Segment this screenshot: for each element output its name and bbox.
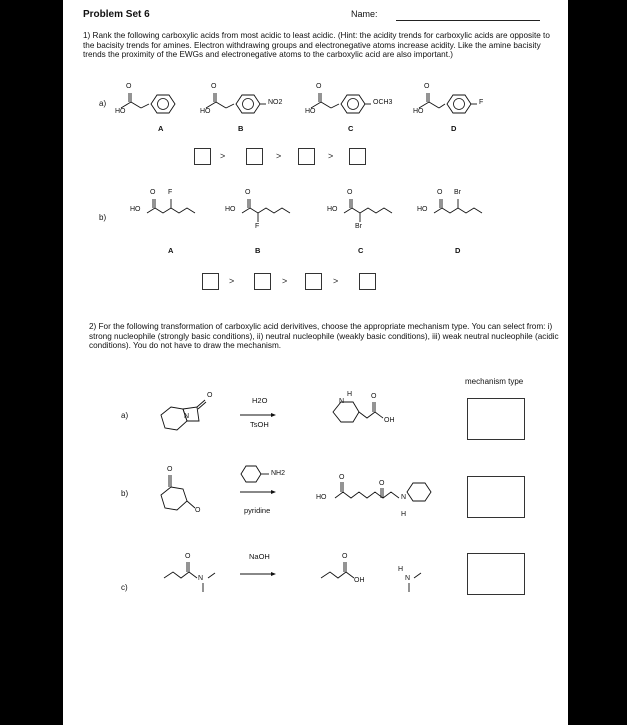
- rank-box-b-1[interactable]: [202, 273, 219, 290]
- compound-b-d-bromine: Br: [454, 189, 461, 196]
- compound-b-hydroxyl: HO: [200, 108, 211, 115]
- q2b-product-o2: O: [379, 480, 385, 487]
- q2c-carbonyl-o: O: [185, 553, 191, 560]
- compound-a-hydroxyl: HO: [115, 108, 126, 115]
- compound-a-benzoic-acid: [121, 93, 175, 113]
- rank-box-a-1[interactable]: [194, 148, 211, 165]
- q2a-product-n: N: [339, 398, 345, 405]
- problem-set-title: Problem Set 6: [83, 9, 150, 20]
- question-2-text: 2) For the following transformation of carboxylic acid derivitives, choose the appropriate mechanism type. You can select from: i) strong nucleophile (strongly basic conditions), ii) neutral nucleophile (weakly basic conditions), iii) weak neutral nucleophile (acidic conditions). You do not have to draw the mechanism.: [89, 322, 559, 351]
- q2-row-a-label: a): [121, 411, 129, 420]
- compound-c-carbonyl-o: O: [316, 83, 322, 90]
- compound-b-a-fluorine: F: [168, 189, 173, 196]
- q2a-reagent-bottom: TsOH: [250, 420, 269, 429]
- fluoro-group: F: [479, 99, 484, 106]
- nitro-group: NO2: [268, 99, 283, 106]
- rank-box-a-2[interactable]: [246, 148, 263, 165]
- greater-than-b-1: >: [229, 276, 235, 286]
- compound-label-c: C: [348, 124, 354, 133]
- compound-label-d: D: [451, 124, 457, 133]
- q2a-lactam-o: O: [207, 392, 213, 399]
- greater-than-b-2: >: [282, 276, 288, 286]
- mechanism-type-header: mechanism type: [465, 377, 524, 386]
- q2c-product-o: O: [342, 553, 348, 560]
- compound-b-a-carbonyl-o: O: [150, 189, 156, 196]
- compound-c-hydroxyl: HO: [305, 108, 316, 115]
- compound-b-b-carbonyl-o: O: [245, 189, 251, 196]
- greater-than-a-2: >: [276, 151, 282, 161]
- compound-b-d-bromo-acid: [434, 199, 482, 213]
- compound-b-a-hydroxyl: HO: [130, 206, 141, 213]
- compound-b-d-hydroxyl: HO: [417, 206, 428, 213]
- compound-b-b-fluoro-acid: [242, 199, 290, 222]
- compound-d-carbonyl-o: O: [424, 83, 430, 90]
- q2c-reactant-amide: [164, 562, 276, 592]
- q2a-reagent-top: H2O: [252, 396, 268, 405]
- q1-part-a-label: a): [99, 99, 107, 108]
- rank-box-b-3[interactable]: [305, 273, 322, 290]
- greater-than-b-3: >: [333, 276, 339, 286]
- q2c-amine-n: N: [405, 575, 411, 582]
- compound-b-b-fluorine: F: [255, 223, 260, 230]
- q2b-product-o1: O: [339, 474, 345, 481]
- q2b-reagent-bottom: pyridine: [244, 506, 271, 515]
- rank-box-a-4[interactable]: [349, 148, 366, 165]
- compound-b-carbonyl-o: O: [211, 83, 217, 90]
- q1-part-b-label: b): [99, 213, 107, 222]
- compound-d-fluorobenzoic-acid: [419, 93, 477, 113]
- greater-than-a-1: >: [220, 151, 226, 161]
- rank-box-b-4[interactable]: [359, 273, 376, 290]
- rank-box-a-3[interactable]: [298, 148, 315, 165]
- q2b-reactant-lactone: [161, 466, 276, 510]
- q2c-amide-n: N: [198, 575, 204, 582]
- mechanism-answer-c[interactable]: [467, 553, 525, 595]
- question-1-text: 1) Rank the following carboxylic acids from most acidic to least acidic. (Hint: the acidity trends for carboxylic acids are opposite to the bacisity trends for amines. Electron withdrawing groups and electronegative atoms increase acidity. Like the amine bacisity trends the proximity of the EWGs and electronegative atoms to the carboxylic acid are also important.): [83, 31, 550, 60]
- compound-b-c-hydroxyl: HO: [327, 206, 338, 213]
- mechanism-answer-b[interactable]: [467, 476, 525, 518]
- q2b-reagent-top: NH2: [271, 470, 286, 477]
- compound-label-a: A: [158, 124, 164, 133]
- methoxy-group: OCH3: [373, 99, 393, 106]
- compound-label-b: B: [238, 124, 244, 133]
- compound-a-carbonyl-o: O: [126, 83, 132, 90]
- q2b-ring-o: O: [195, 507, 201, 514]
- compound-d-hydroxyl: HO: [413, 108, 424, 115]
- compound-c-methoxybenzoic-acid: [311, 93, 371, 113]
- q2b-product-h: H: [401, 511, 407, 518]
- mechanism-answer-a[interactable]: [467, 398, 525, 440]
- compound-b-c-bromine: Br: [355, 223, 362, 230]
- q2a-product: [333, 402, 383, 422]
- compound-b-c-bromo-acid: [344, 199, 392, 222]
- q2-row-c-label: c): [121, 583, 128, 592]
- compound-b-label-a: A: [168, 246, 174, 255]
- compound-b-b-hydroxyl: HO: [225, 206, 236, 213]
- q2b-product-ho: HO: [316, 494, 327, 501]
- compound-b-a-fluoro-acid: [147, 199, 195, 213]
- q2a-product-o: O: [371, 393, 377, 400]
- compound-b-nitrobenzoic-acid: [206, 93, 266, 113]
- greater-than-a-3: >: [328, 151, 334, 161]
- q2c-product-oh: OH: [354, 577, 365, 584]
- q2b-carbonyl-o: O: [167, 466, 173, 473]
- compound-b-label-b: B: [255, 246, 261, 255]
- q2c-amine-h: H: [398, 566, 404, 573]
- compound-b-c-carbonyl-o: O: [347, 189, 353, 196]
- worksheet-page: [63, 0, 568, 725]
- q2b-product-n: N: [401, 494, 407, 501]
- compound-b-label-c: C: [358, 246, 364, 255]
- q2a-product-oh: OH: [384, 417, 395, 424]
- compound-b-d-carbonyl-o: O: [437, 189, 443, 196]
- q2c-reagent-top: NaOH: [249, 552, 270, 561]
- q2a-lactam-n: N: [184, 413, 190, 420]
- q2a-product-h: H: [347, 391, 353, 398]
- compound-b-label-d: D: [455, 246, 461, 255]
- rank-box-b-2[interactable]: [254, 273, 271, 290]
- q2-row-b-label: b): [121, 489, 129, 498]
- name-label: Name:: [351, 9, 378, 19]
